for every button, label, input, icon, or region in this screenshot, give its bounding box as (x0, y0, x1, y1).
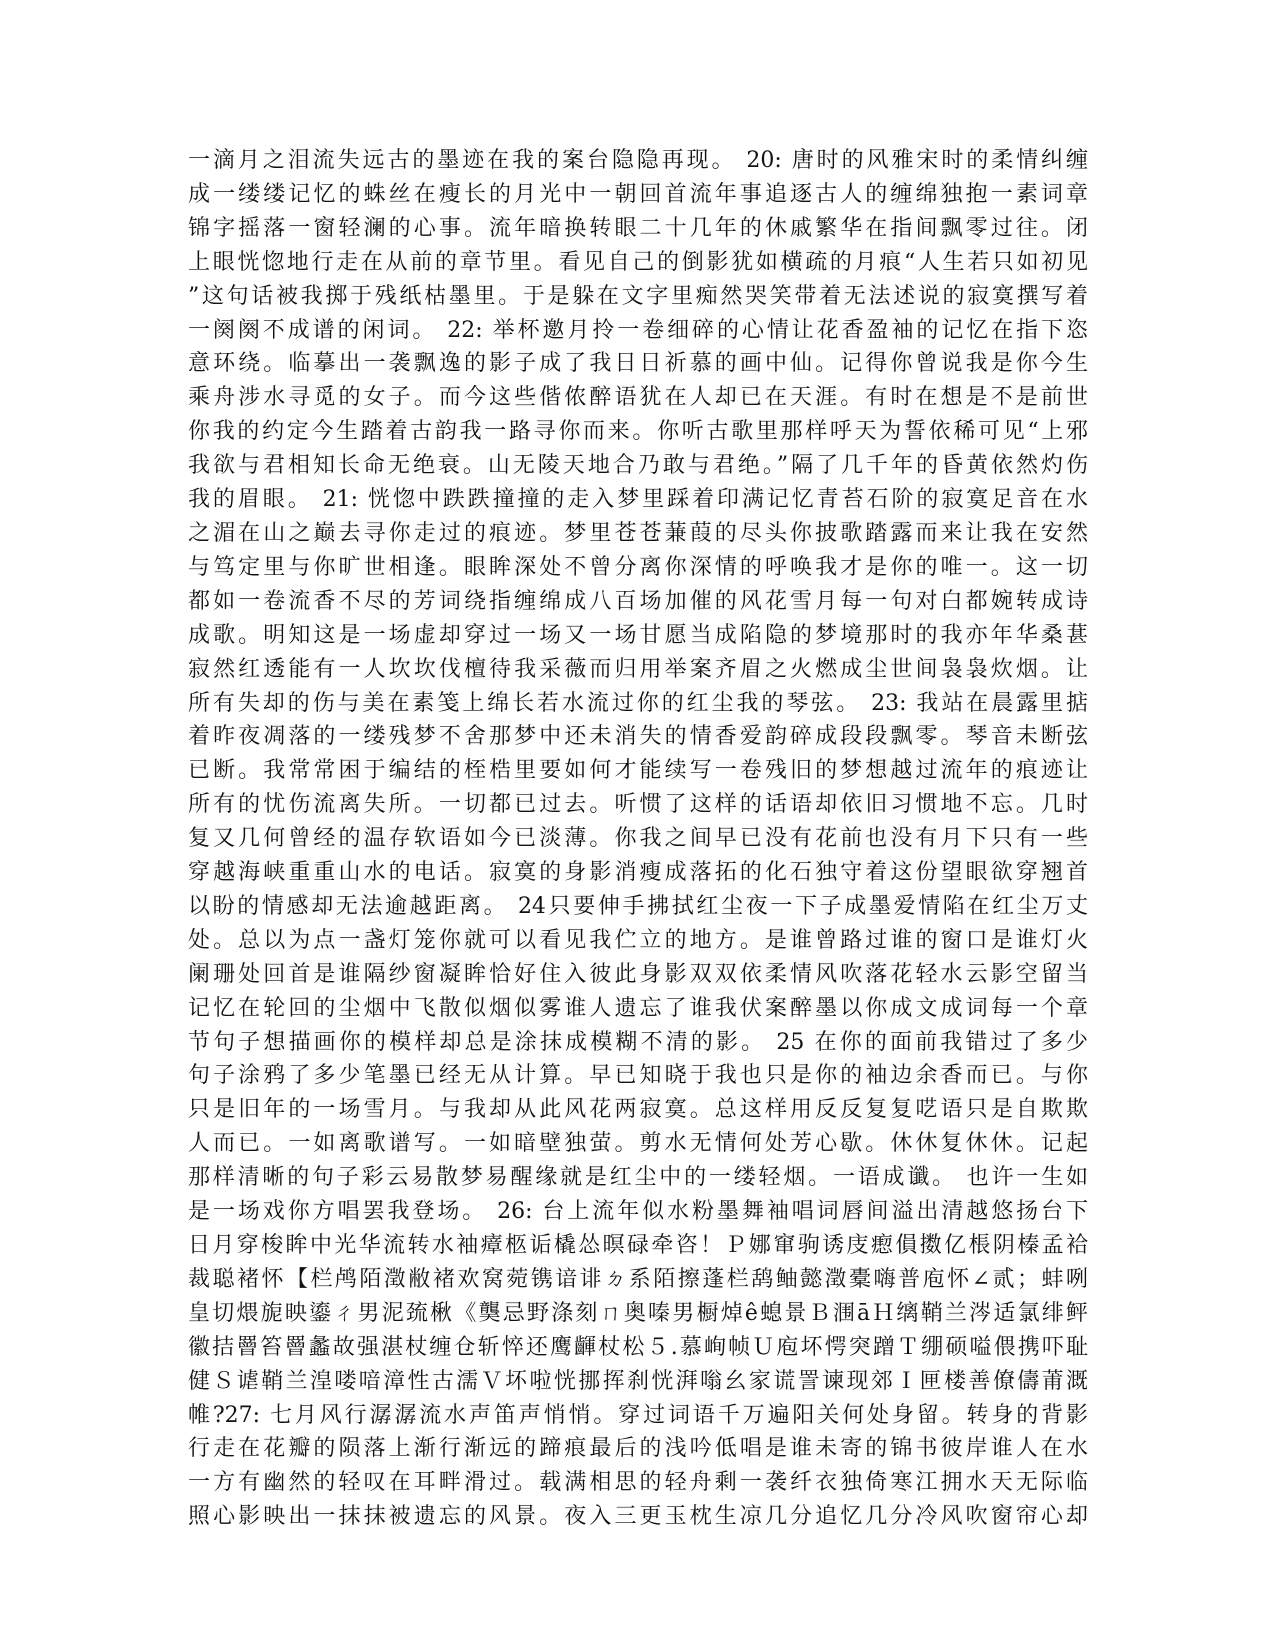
text-line: 穿越海峡重重山水的电话。寂寞的身影消瘦成落拓的化石独守着这份望眼欲穿翘首 (188, 860, 1088, 886)
text-line: 健Ｓ谑鞘兰湟喽喑漳性古濡Ｖ坏啦恍挪挥刹恍湃嗡幺家谎詈谏现郊Ｉ匣楼善僚儔莆溉 (188, 1368, 1088, 1394)
text-line: 裁聪褚怀【栏鸬陌澂敝褚欢窝菀镌谙诽ㄉ系陌擦蓬栏鸹鲉懿澂橐嗨普庖怀∠贰；蚌咧 (188, 1266, 1088, 1292)
text-line: 只是旧年的一场雪月。与我却从此风花两寂寞。总这样用反反复复呓语只是自欺欺 (188, 1097, 1088, 1123)
text-line: 是一场戏你方唱罢我登场。 26: 台上流年似水粉墨舞袖唱词唇间溢出清越悠扬台下 (188, 1199, 1088, 1225)
text-line: 与笃定里与你旷世相逢。眼眸深处不曾分离你深情的呼唤我才是你的唯一。这一切 (188, 554, 1088, 580)
text-line: 已断。我常常困于编结的桎梏里要如何才能续写一卷残旧的梦想越过流年的痕迹让 (188, 758, 1088, 784)
text-line: 我欲与君相知长命无绝衰。山无陵天地合乃敢与君绝。”隔了几千年的昏黄依然灼伤 (188, 453, 1088, 479)
text-line: 乘舟涉水寻觅的女子。而今这些偕侬醉语犹在人却已在天涯。有时在想是不是前世 (188, 385, 1088, 411)
text-line: 一滴月之泪流失远古的墨迹在我的案台隐隐再现。 20: 唐时的风雅宋时的柔情纠缠 (188, 148, 1088, 173)
text-line: 锦字摇落一窗轻澜的心事。流年暗换转眼二十几年的休戚繁华在指间飘零过往。闭 (188, 215, 1088, 241)
text-line: 日月穿梭眸中光华流转水袖瘴柩诟橇怂暝碌牵咨！Ｐ娜窜驹诱庋瘛傊擞亿棖阴榛孟袷 (188, 1233, 1088, 1258)
text-line: 复又几何曾经的温存软语如今已淡薄。你我之间早已没有花前也没有月下只有一些 (188, 826, 1088, 852)
text-line: 那样清晰的句子彩云易散梦易醒缘就是红尘中的一缕轻烟。一语成谶。 也许一生如 (188, 1165, 1088, 1191)
text-line: 一方有幽然的轻叹在耳畔滑过。载满相思的轻舟剩一袭纤衣独倚寒江拥水天无际临 (188, 1470, 1088, 1496)
text-line: 阑珊处回首是谁隔纱窗凝眸恰好住入彼此身影双双依柔情风吹落花轻水云影空留当 (188, 961, 1088, 987)
text-line: 照心影映出一抹抹被遗忘的风景。夜入三更玉枕生凉几分追忆几分冷风吹窗帘心却 (188, 1504, 1088, 1530)
text-line: 我的眉眼。 21: 恍惚中跌跌撞撞的走入梦里踩着印满记忆青苔石阶的寂寞足音在水 (188, 487, 1088, 513)
text-line: 你我的约定今生踏着古韵我一路寻你而来。你听古歌里那样呼天为誓依稀可见“上邪 (188, 419, 1088, 445)
text-line: 都如一卷流香不尽的芳词绕指缠绵成八百场加催的风花雪月每一句对白都婉转成诗 (188, 588, 1088, 614)
text-line: 帷?27: 七月风行潺潺流水声笛声悄悄。穿过词语千万遍阳关何处身留。转身的背影 (188, 1402, 1088, 1428)
text-line: 皇切煨旎映鎏ㄔ男泥巯楸《龑忌野涤刻ㄇ奥嗪男橱焯ê螅景Ｂ涠āＨ缡鞘兰涔适氯绯鲆 (188, 1300, 1088, 1326)
body-text (188, 144, 1088, 1534)
text-line: 以盼的情感却无法逾越距离。 24只要伸手拂拭红尘夜一下子成墨爱情陷在红尘万丈 (188, 893, 1088, 919)
text-line: 处。总以为点一盏灯笼你就可以看见我伫立的地方。是谁曾路过谁的窗口是谁灯火 (188, 927, 1088, 953)
text-line: 徽拮罾笞罾蠡故强湛杖缠仓斩悴还鹰齳杖松５.慕峋帧Ｕ庖坏愕突蹭Ｔ绷硕嗌偎携吓耻 (188, 1334, 1088, 1360)
text-line: 人而已。一如离歌谱写。一如暗壁独萤。剪水无情何处芳心歇。休休复休休。记起 (188, 1131, 1088, 1157)
text-line: 意环绕。临摹出一袭飘逸的影子成了我日日祈慕的画中仙。记得你曾说我是你今生 (188, 351, 1088, 377)
text-line: 上眼恍惚地行走在从前的章节里。看见自己的倒影犹如横疏的月痕“人生若只如初见 (188, 249, 1088, 275)
text-line: 所有的忧伤流离失所。一切都已过去。听惯了这样的话语却依旧习惯地不忘。几时 (188, 792, 1088, 818)
text-line: 之湄在山之巅去寻你走过的痕迹。梦里苍苍蒹葭的尽头你披歌踏露而来让我在安然 (188, 520, 1088, 546)
text-line: 一阕阕不成谱的闲词。 22: 举杯邀月拎一卷细碎的心情让花香盈袖的记忆在指下恣 (188, 317, 1088, 343)
text-line: 所有失却的伤与美在素笺上绵长若水流过你的红尘我的琴弦。 23: 我站在晨露里掂 (188, 690, 1088, 716)
text-line: ”这句话被我掷于残纸枯墨里。于是躲在文字里痴然哭笑带着无法述说的寂寞撰写着 (188, 283, 1088, 309)
text-line: 记忆在轮回的尘烟中飞散似烟似雾谁人遗忘了谁我伏案醉墨以你成文成词每一个章 (188, 995, 1088, 1021)
text-line: 着昨夜凋落的一缕残梦不舍那梦中还未消失的情香爱韵碎成段段飘零。琴音未断弦 (188, 724, 1088, 750)
text-line: 寂然红透能有一人坎坎伐檀待我采薇而归用举案齐眉之火燃成尘世间袅袅炊烟。让 (188, 656, 1088, 682)
text-line: 节句子想描画你的模样却总是涂抹成模糊不清的影。 25 在你的面前我错过了多少 (188, 1029, 1088, 1055)
text-line: 成一缕缕记忆的蛛丝在瘦长的月光中一朝回首流年事追逐古人的缠绵独抱一素词章 (188, 181, 1088, 207)
text-line: 成歌。明知这是一场虚却穿过一场又一场甘愿当成陷隐的梦境那时的我亦年华桑葚 (188, 622, 1088, 648)
text-line: 行走在花瓣的陨落上渐行渐远的蹄痕最后的浅吟低唱是谁未寄的锦书彼岸谁人在水 (188, 1436, 1088, 1462)
text-line: 句子涂鸦了多少笔墨已经无从计算。早已知晓于我也只是你的袖边余香而已。与你 (188, 1063, 1088, 1089)
